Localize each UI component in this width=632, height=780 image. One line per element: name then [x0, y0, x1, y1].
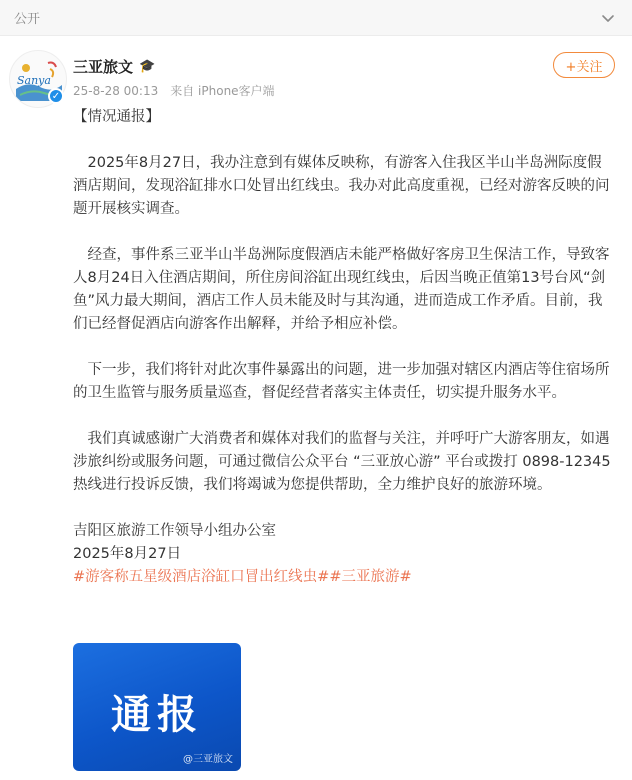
- post-paragraph-2: 经查，事件系三亚半山半岛洲际度假酒店未能严格做好客房卫生保洁工作，导致客人8月24日入住酒店期间，所住房间浴缸出现红线虫，后因当晚正值第13号台风“剑鱼”风力最大期间，酒店工作人员未能及时与其沟通，进而造成工作矛盾。目前，我们已经督促酒店向游客作出解释，并给予相应补偿。: [73, 247, 610, 332]
- chevron-down-icon[interactable]: [600, 10, 616, 26]
- top-bar: [0, 0, 632, 36]
- post-image[interactable]: [73, 643, 241, 771]
- post-body: [73, 106, 615, 589]
- hashtag-link-1[interactable]: #游客称五星级酒店浴缸口冒出红线虫#: [73, 569, 330, 585]
- follow-button[interactable]: +关注: [553, 52, 615, 78]
- post-source: 来自 iPhone客户端: [170, 84, 275, 98]
- post-date: 2025年8月27日: [73, 546, 182, 562]
- account-name[interactable]: 三亚旅文: [73, 58, 134, 76]
- post-paragraph-4: 我们真诚感谢广大消费者和媒体对我们的监督与关注，并呼吁广大游客朋友，如遇涉旅纠纷或服务问题，可通过微信公众平台 “三亚放心游” 平台或拨打 0898-12345 热线进行投诉反馈，我们将竭诚为您提供帮助，全力维护良好的旅游环境。: [73, 431, 611, 493]
- hashtag-row: [73, 566, 615, 589]
- hashtag-link-2[interactable]: #三亚旅游#: [329, 569, 412, 585]
- image-title: 通报: [111, 692, 203, 738]
- account-name-row: [73, 56, 155, 77]
- post-meta: [73, 82, 275, 99]
- post-signature: 吉阳区旅游工作领导小组办公室: [73, 523, 276, 539]
- post-paragraph-1: 2025年8月27日，我办注意到有媒体反映称，有游客入住我区半山半岛洲际度假酒店期间，发现浴缸排水口处冒出红线虫。我办对此高度重视，已经对游客反映的问题开展核实调查。: [73, 155, 610, 217]
- post-time[interactable]: 25-8-28 00:13: [73, 84, 159, 98]
- graduation-cap-icon: 🎓: [139, 59, 156, 74]
- post-heading: 【情况通报】: [73, 109, 160, 125]
- logo-text: Sanya: [17, 74, 51, 87]
- post-paragraph-3: 下一步，我们将针对此次事件暴露出的问题，进一步加强对辖区内酒店等住宿场所的卫生监管与服务质量巡查，督促经营者落实主体责任，切实提升服务水平。: [73, 362, 610, 401]
- visibility-label: 公开: [14, 12, 41, 27]
- verified-check-icon: ✓: [48, 88, 64, 104]
- image-watermark: @三亚旅文: [183, 754, 233, 765]
